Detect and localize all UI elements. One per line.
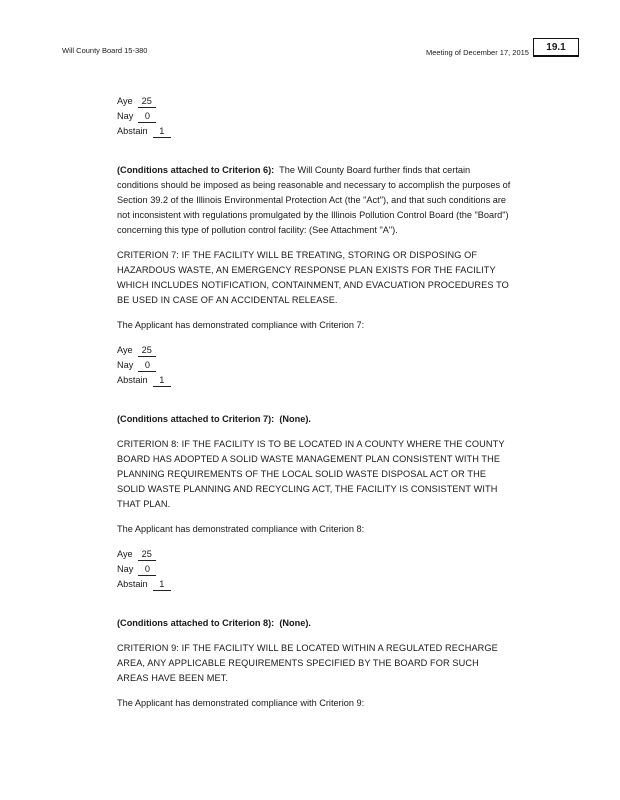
nay-count: 0 [138, 360, 156, 372]
abstain-row: Abstain 1 [117, 577, 512, 592]
nay-count: 0 [138, 564, 156, 576]
vote-tally-criterion-6 [117, 94, 512, 139]
badge-underline [533, 56, 579, 57]
conditions-lead: (Conditions attached to Criterion 7): [117, 414, 275, 424]
abstain-row: Abstain 1 [117, 373, 512, 388]
header-meeting-date: Meeting of December 17, 2015 [426, 48, 529, 57]
abstain-count: 1 [153, 579, 171, 591]
criterion-8-compliance: The Applicant has demonstrated compliance with Criterion 8: [117, 524, 365, 534]
nay-row: Nay 0 [117, 358, 512, 373]
vote-tally-criterion-8 [117, 547, 512, 592]
abstain-count: 1 [153, 375, 171, 387]
item-number-badge: 19.1 [533, 38, 579, 56]
nay-row: Nay 0 [117, 562, 512, 577]
aye-count: 25 [138, 345, 156, 357]
criterion-9-text: CRITERION 9: IF THE FACILITY WILL BE LOCATED WITHIN A REGULATED RECHARGE AREA, ANY APPLICABLE REQUIREMENTS SPECIFIED BY THE BOARD FOR SUCH AREAS HAVE BEEN MET. [117, 643, 498, 683]
conditions-text: The Will County Board further finds that certain conditions should be imposed as being reasonable and necessary to accomplish the purposes of Section 39.2 of the Illinois Environmental Protection Act (the "Act"), and that such conditions are not inconsistent with regulations promulgated by the Illinois Pollution Control Board (the "Board") concerning this type of pollution control facility: (See Attachment "A"). [117, 165, 511, 235]
conditions-criterion-7 [117, 412, 512, 427]
document-body [117, 94, 512, 711]
abstain-count: 1 [153, 126, 171, 138]
abstain-row: Abstain 1 [117, 124, 512, 139]
conditions-text: (None). [279, 618, 311, 628]
criterion-7-text: CRITERION 7: IF THE FACILITY WILL BE TREATING, STORING OR DISPOSING OF HAZARDOUS WASTE, AN EMERGENCY RESPONSE PLAN EXISTS FOR THE FACILITY WHICH INCLUDES NOTIFICATION, CONTAINMENT, AND EVACUATION PROCEDURES TO BE USED IN CASE OF AN ACCIDENTAL RELEASE. [117, 250, 509, 305]
aye-count: 25 [138, 96, 156, 108]
nay-count: 0 [138, 111, 156, 123]
criterion-9-compliance: The Applicant has demonstrated compliance with Criterion 9: [117, 698, 365, 708]
conditions-criterion-6 [117, 163, 512, 238]
conditions-text: (None). [279, 414, 311, 424]
aye-row: Aye 25 [117, 343, 512, 358]
aye-row: Aye 25 [117, 94, 512, 109]
criterion-8-text: CRITERION 8: IF THE FACILITY IS TO BE LOCATED IN A COUNTY WHERE THE COUNTY BOARD HAS ADOPTED A SOLID WASTE MANAGEMENT PLAN CONSISTENT WITH THE PLANNING REQUIREMENTS OF THE LOCAL SOLID WASTE DISPOSAL ACT OR THE SOLID WASTE PLANNING AND RECYCLING ACT, THE FACILITY IS CONSISTENT WITH THAT PLAN. [117, 439, 505, 509]
conditions-lead: (Conditions attached to Criterion 6): [117, 165, 275, 175]
nay-row: Nay 0 [117, 109, 512, 124]
header-board-reference: Will County Board 15-380 [62, 46, 148, 55]
criterion-7-compliance: The Applicant has demonstrated compliance with Criterion 7: [117, 320, 365, 330]
vote-tally-criterion-7 [117, 343, 512, 388]
aye-row: Aye 25 [117, 547, 512, 562]
aye-count: 25 [138, 549, 156, 561]
conditions-criterion-8 [117, 616, 512, 631]
conditions-lead: (Conditions attached to Criterion 8): [117, 618, 275, 628]
